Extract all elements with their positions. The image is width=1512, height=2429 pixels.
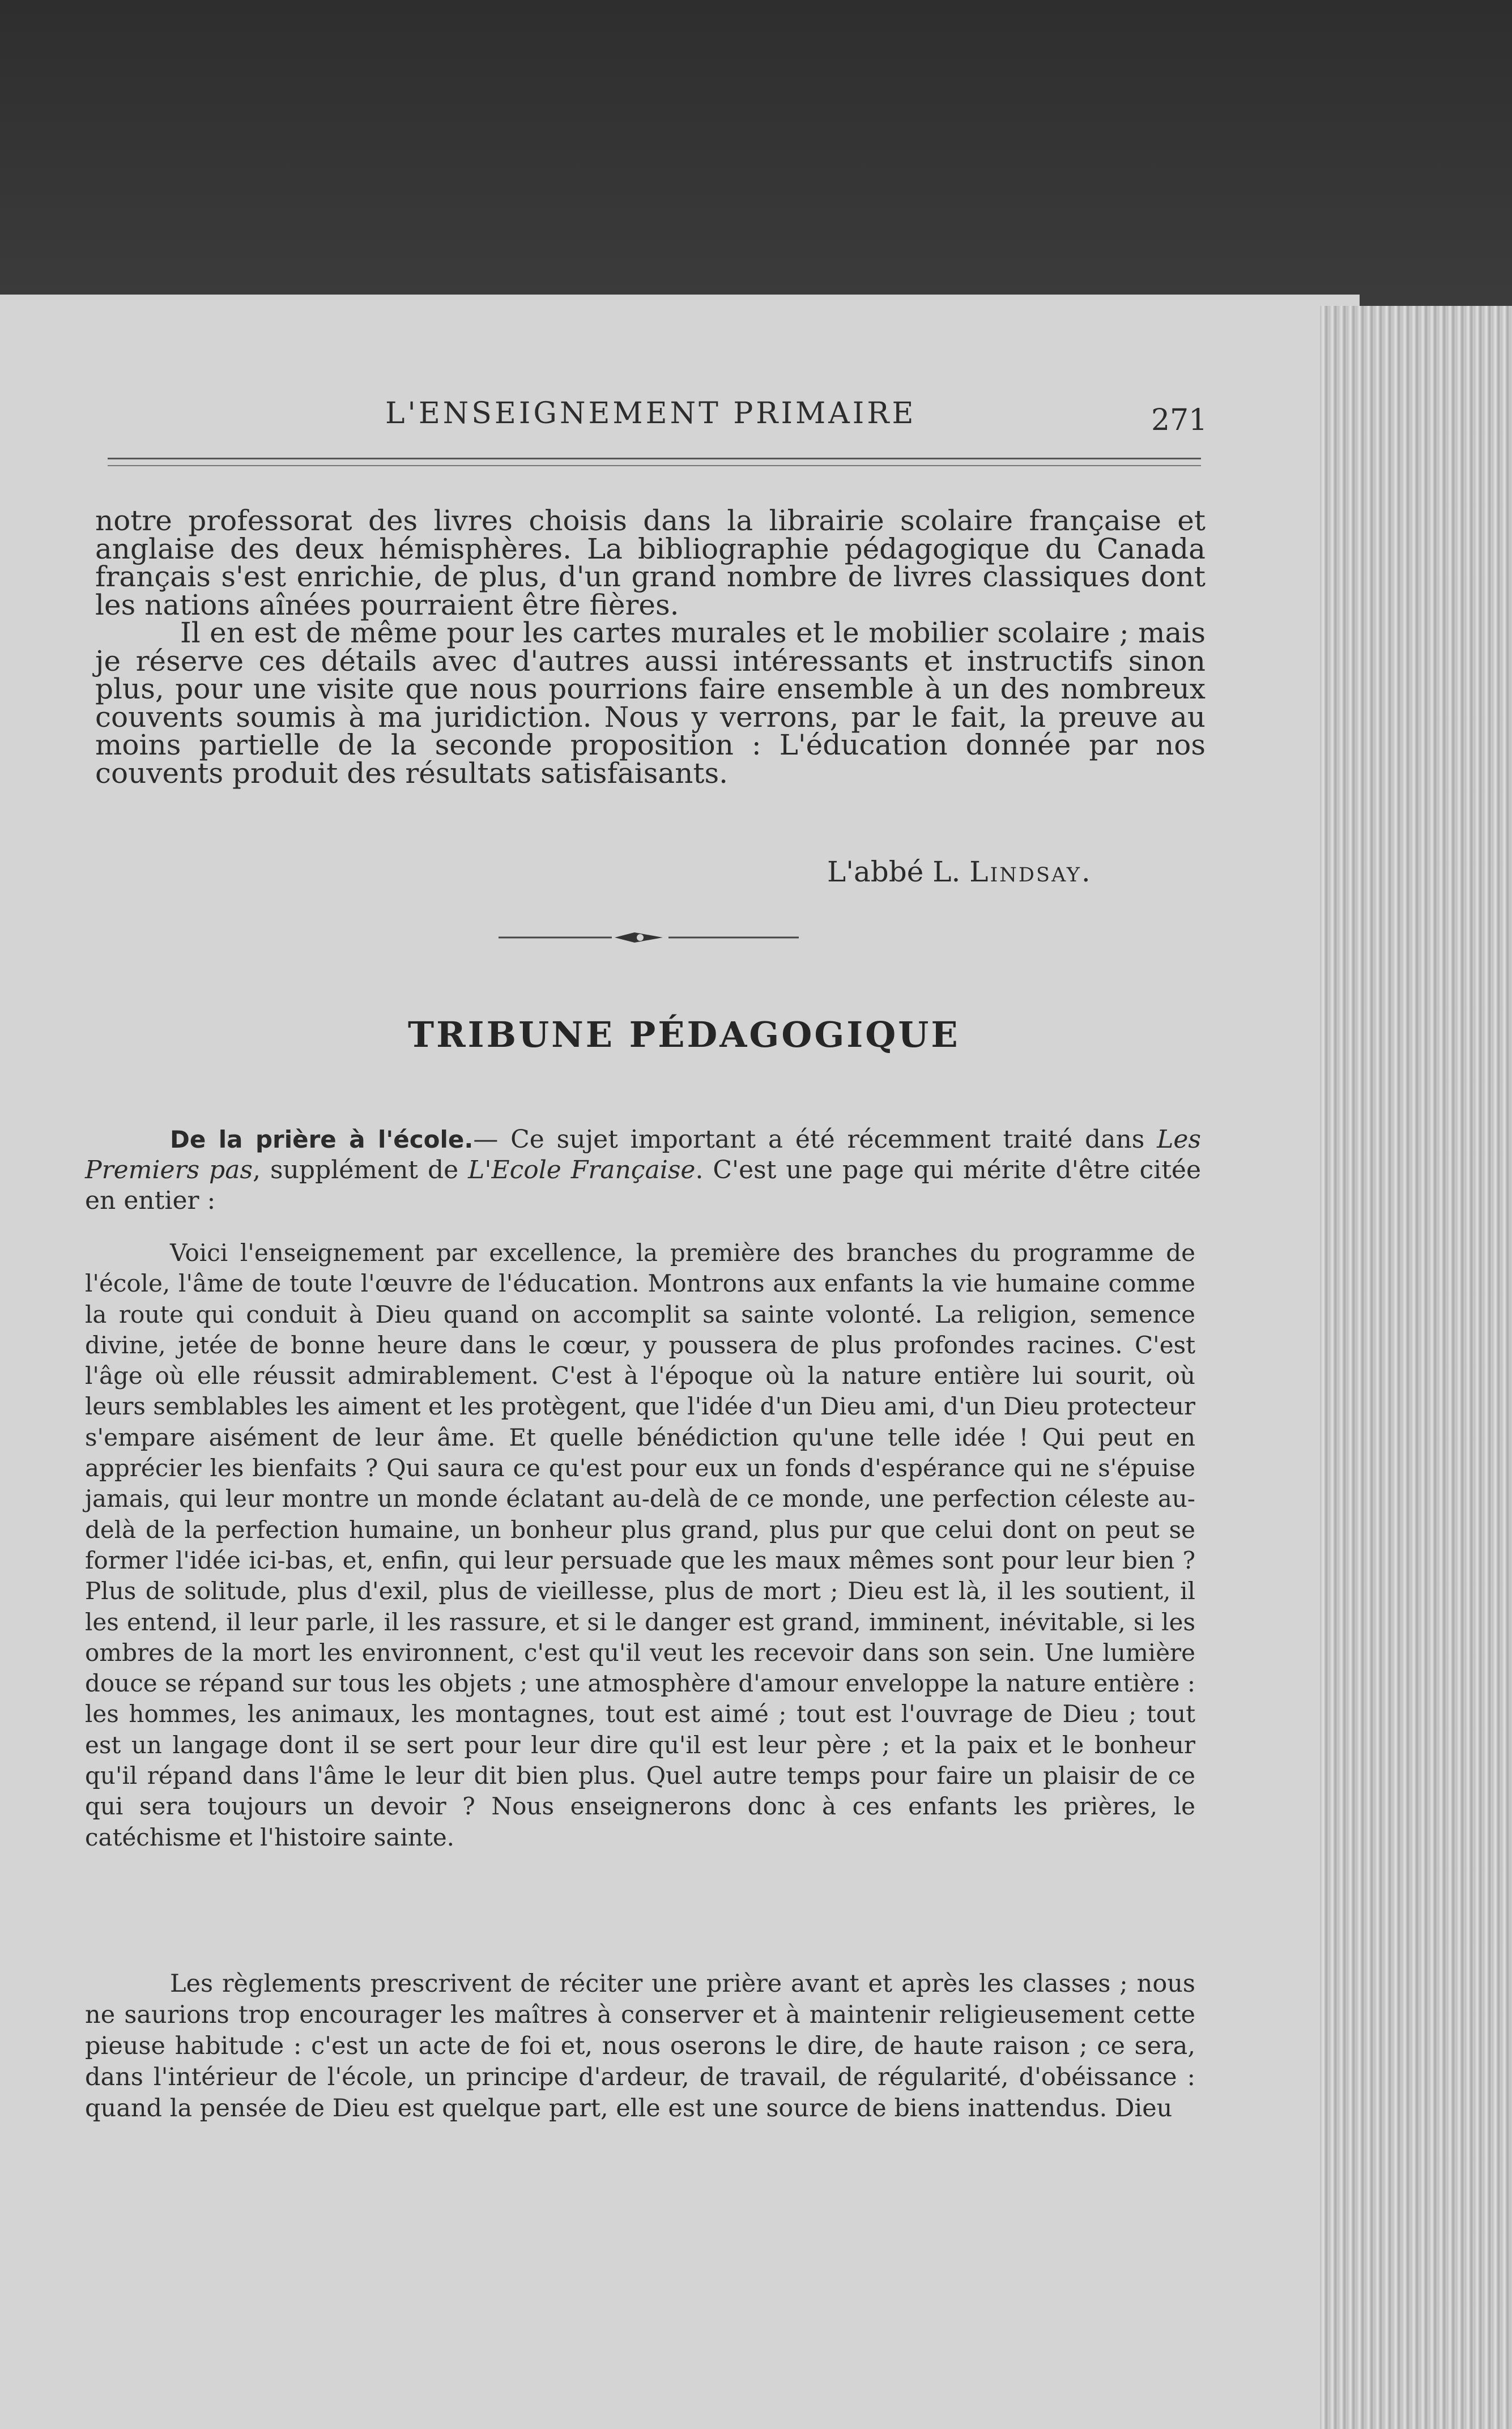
- title-reference: L'Ecole Française: [468, 1156, 696, 1184]
- paragraph: Il en est de même pour les cartes murales et le mobilier scolaire ; mais je réserve ces détails avec d'autres aussi intéressants et instructifs sinon plus, pour une visite que nous pourrions faire ensemble à un des nombreux couvents soumis à ma juridiction. Nous y verrons, par le fait, la preuve au moins partielle de la seconde proposition : L'éducation donnée par nos couvents produit des résultats satisfaisants.: [95, 616, 1206, 790]
- paragraph: Voici l'enseignement par excellence, la première des branches du programme de l'école, l'âme de toute l'œuvre de l'éducation. Montrons aux enfants la vie humaine comme la route qui conduit à Dieu quand on accomplit sa sainte volonté. La religion, semence divine, jetée de bonne heure dans le cœur, y poussera de plus profondes racines. C'est l'âge où elle réussit admirablement. C'est à l'époque où la nature entière lui sourit, où leurs semblables les aiment et les protègent, que l'idée d'un Dieu ami, d'un Dieu protecteur s'empare aisément de leur âme. Et quelle bénédiction qu'une telle idée ! Qui peut en apprécier les bienfaits ? Qui saura ce qu'est pour eux un fonds d'espérance qui ne s'épuise jamais, qui leur montre un monde éclatant au-delà de ce monde, une perfection céleste au-delà de la perfection humaine, un bonheur plus grand, plus pur que celui dont on peut se former l'idée ici-bas, et, enfin, qui leur persuade que les maux mêmes sont pour leur bien ? Plus de solitude, plus d'exil, plus de vieillesse, plus de mort ; Dieu est là, il les soutient, il les entend, il leur parle, il les rassure, et si le danger est grand, imminent, inévitable, si les ombres de la mort les environnent, c'est qu'il veut les recevoir dans son sein. Une lumière douce se répand sur tous les objets ; une atmosphère d'amour enveloppe la nature entière : les hommes, les animaux, les montagnes, tout est aimé ; tout est l'ouvrage de Dieu ; tout est un langage dont il se sert pour leur dire qu'il est leur père ; et la paix et le bonheur qu'il répand dans l'âme le leur dit bien plus. Quel autre temps pour faire un plaisir de ce qui sera toujours un devoir ? Nous enseignerons donc à ces enfants les prières, le catéchisme et l'histoire sainte.: [85, 1239, 1195, 1851]
- signature-name: Lindsay.: [969, 855, 1092, 888]
- intro-text: , supplément de: [253, 1156, 468, 1184]
- paragraph: notre professorat des livres choisis dans la librairie scolaire française et anglaise des deux hémisphères. La bibliographie pédagogique du Canada français s'est enrichie, de plus, d'un grand nombre de livres classiques dont les nations aînées pourraient être fières.: [95, 504, 1206, 621]
- header-rule: [108, 458, 1201, 466]
- run-in-heading: De la prière à l'école.: [170, 1126, 474, 1153]
- intro-text: — Ce sujet important a été récemment traité dans: [473, 1125, 1157, 1154]
- page-number: 271: [1151, 403, 1208, 437]
- section-title: TRIBUNE PÉDAGOGIQUE: [408, 1014, 960, 1055]
- section-intro: [85, 1124, 1201, 1216]
- paragraph: Les règlements prescrivent de réciter une prière avant et après les classes ; nous ne saurions trop encourager les maîtres à conserver et à maintenir religieusement cette pieuse habitude : c'est un acte de foi et, nous oserons le dire, de haute raison ; ce sera, dans l'intérieur de l'école, un principe d'ardeur, de travail, de régularité, d'obéissance : quand la pensée de Dieu est quelque part, elle est une source de biens inattendus. Dieu: [85, 1970, 1195, 2123]
- page-edges: [1320, 306, 1512, 2429]
- background: [0, 0, 1512, 317]
- title-reference: Les Premiers pas: [85, 1125, 1201, 1184]
- paragraph: [85, 1124, 1201, 1216]
- closing-text: [85, 1968, 1195, 2124]
- signature-prefix: L'abbé L.: [827, 855, 961, 888]
- ornament-divider: [499, 929, 799, 946]
- quotation: [85, 1238, 1195, 1853]
- signature: [827, 855, 1092, 888]
- continuation-text: [95, 504, 1206, 790]
- intro-text: . C'est une page qui mérite d'être citée en entier :: [85, 1156, 1201, 1215]
- running-title: L'ENSEIGNEMENT PRIMAIRE: [385, 397, 917, 431]
